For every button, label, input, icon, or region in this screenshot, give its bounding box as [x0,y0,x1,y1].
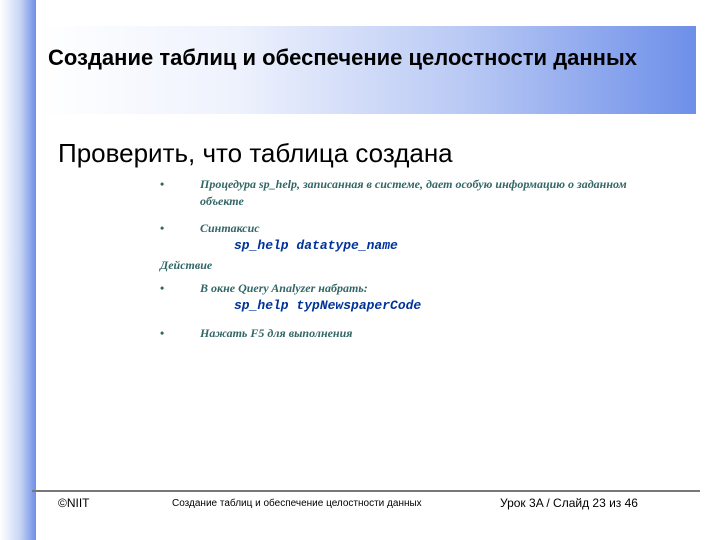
code-snippet: sp_help datatype_name [234,238,398,253]
item-text: В окне Query Analyzer набрать: [200,281,368,295]
item-text: Синтаксис [200,221,260,235]
slide-title: Создание таблиц и обеспечение целостности данных [48,45,637,70]
item-text: Нажать F5 для выполнения [200,326,353,340]
list-item [160,176,650,210]
bullet-icon: • [160,221,165,235]
code-snippet: sp_help typNewspaperCode [234,298,422,313]
left-gradient-bar [0,0,36,540]
footer-divider [32,490,700,492]
slide-subtitle: Проверить, что таблица создана [58,138,453,168]
list-item [160,280,650,315]
list-item [160,220,650,255]
footer-slide-number: Урок 3A / Слайд 23 из 46 [500,496,638,510]
bullet-icon: • [160,326,165,340]
content-list [160,176,650,342]
list-item [160,325,650,342]
footer-course-title: Создание таблиц и обеспечение целостности данных [172,498,422,509]
bullet-icon: • [160,177,165,191]
item-text: Процедура sp_help, записанная в системе, дает особую информацию о заданном объекте [200,177,627,208]
footer-copyright: ©NIIT [58,496,90,510]
action-label: Действие [160,258,213,272]
bullet-icon: • [160,281,165,295]
